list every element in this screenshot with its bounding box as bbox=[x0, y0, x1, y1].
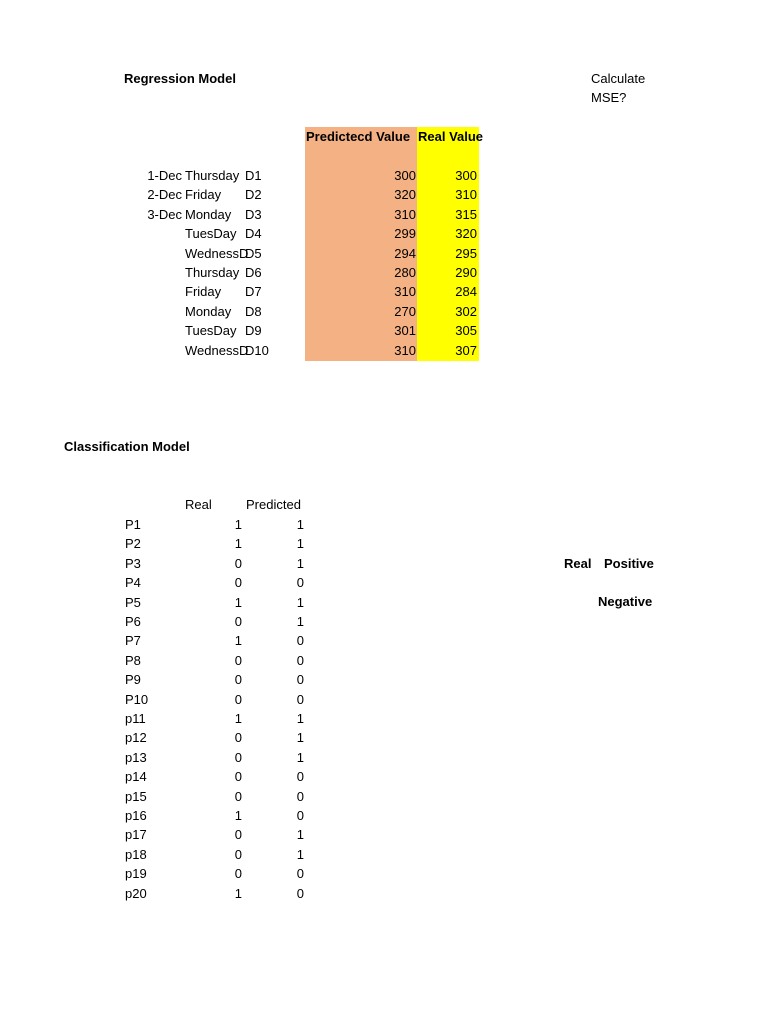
row-id: P4 bbox=[125, 575, 141, 591]
row-predicted-value: 270 bbox=[394, 303, 416, 319]
row-predicted-value: 280 bbox=[394, 265, 416, 280]
matrix-negative-label: Negative bbox=[598, 594, 653, 609]
row-day: TuesDay bbox=[185, 226, 237, 242]
row-real: 0 bbox=[234, 555, 242, 571]
row-real: 0 bbox=[234, 652, 242, 668]
row-id: p15 bbox=[125, 788, 147, 804]
row-predicted: 1 bbox=[296, 846, 304, 862]
row-predicted: 1 bbox=[296, 749, 304, 765]
row-predicted-value: 310 bbox=[394, 284, 416, 300]
row-real: 1 bbox=[234, 633, 242, 649]
row-id: p18 bbox=[125, 846, 147, 862]
matrix-real-label: Real bbox=[564, 556, 592, 571]
row-predicted: 1 bbox=[296, 517, 304, 532]
row-real-value: 302 bbox=[455, 303, 477, 319]
row-day: Monday bbox=[185, 206, 232, 222]
row-day-code: D2 bbox=[245, 187, 262, 203]
row-predicted: 1 bbox=[296, 536, 304, 552]
row-real: 0 bbox=[234, 730, 242, 746]
row-real-value: 290 bbox=[455, 265, 477, 280]
row-predicted: 0 bbox=[296, 808, 304, 823]
row-predicted: 1 bbox=[296, 827, 304, 843]
calculate-label: Calculate bbox=[591, 71, 646, 86]
row-day: Thursday bbox=[185, 168, 240, 183]
row-id: p11 bbox=[125, 711, 146, 726]
row-day: TuesDay bbox=[185, 323, 237, 339]
row-id: P1 bbox=[125, 517, 141, 532]
row-real: 0 bbox=[234, 827, 242, 843]
row-real-value: 295 bbox=[455, 245, 477, 261]
row-predicted: 1 bbox=[296, 730, 304, 746]
row-predicted: 1 bbox=[296, 614, 304, 629]
row-predicted: 0 bbox=[296, 769, 304, 785]
real-value-header: Real Value bbox=[418, 129, 484, 144]
row-predicted-value: 310 bbox=[394, 206, 416, 222]
row-id: P8 bbox=[125, 652, 141, 668]
row-real-value: 284 bbox=[455, 284, 477, 300]
row-predicted: 1 bbox=[296, 594, 304, 610]
row-real-value: 300 bbox=[455, 168, 477, 183]
row-day: Monday bbox=[185, 303, 232, 319]
mse-question: MSE? bbox=[591, 90, 627, 105]
row-day-code: D1 bbox=[245, 168, 262, 183]
row-id: P2 bbox=[125, 536, 141, 552]
row-real: 1 bbox=[234, 711, 242, 726]
row-id: P6 bbox=[125, 614, 141, 629]
row-real: 1 bbox=[234, 885, 242, 901]
row-real: 0 bbox=[234, 788, 242, 804]
row-predicted-value: 300 bbox=[394, 168, 416, 183]
row-id: p14 bbox=[125, 769, 147, 785]
row-real-value: 315 bbox=[455, 206, 477, 222]
row-id: p12 bbox=[125, 730, 147, 746]
real-column-header: Real bbox=[185, 497, 212, 512]
row-predicted-value: 320 bbox=[394, 187, 416, 203]
row-id: p16 bbox=[125, 808, 147, 823]
row-predicted: 0 bbox=[296, 866, 304, 882]
predicted-column-header: Predicted bbox=[246, 497, 301, 512]
row-real: 0 bbox=[234, 846, 242, 862]
row-real: 1 bbox=[234, 594, 242, 610]
row-date: 1-Dec bbox=[147, 168, 182, 183]
row-predicted: 0 bbox=[296, 885, 304, 901]
regression-title: Regression Model bbox=[124, 71, 236, 86]
row-real: 1 bbox=[234, 808, 242, 823]
row-id: P9 bbox=[125, 672, 141, 688]
row-date: 2-Dec bbox=[147, 187, 182, 203]
row-day-code: D9 bbox=[245, 323, 262, 339]
row-id: p17 bbox=[125, 827, 147, 843]
predicted-value-header: Predictecd Value bbox=[306, 129, 411, 144]
row-day-code: D7 bbox=[245, 284, 262, 300]
row-real: 0 bbox=[234, 614, 242, 629]
row-day-code: D6 bbox=[245, 265, 262, 280]
row-real-value: 310 bbox=[455, 187, 477, 203]
row-id: P5 bbox=[125, 594, 141, 610]
row-real-value: 307 bbox=[455, 342, 477, 358]
row-real: 0 bbox=[234, 672, 242, 688]
row-day-code: D10 bbox=[245, 342, 269, 358]
row-real: 1 bbox=[234, 517, 242, 532]
row-id: p13 bbox=[125, 749, 147, 765]
row-predicted-value: 294 bbox=[394, 245, 416, 261]
row-day: WednessD bbox=[185, 245, 249, 261]
row-predicted: 0 bbox=[296, 575, 304, 591]
row-id: p20 bbox=[125, 885, 147, 901]
row-predicted: 1 bbox=[296, 555, 304, 571]
row-day: Thursday bbox=[185, 265, 240, 280]
row-id: P10 bbox=[125, 691, 149, 707]
row-predicted-value: 301 bbox=[394, 323, 416, 339]
row-real-value: 320 bbox=[455, 226, 477, 242]
row-date: 3-Dec bbox=[147, 206, 182, 222]
row-predicted: 0 bbox=[296, 652, 304, 668]
row-day-code: D4 bbox=[245, 226, 262, 242]
row-day-code: D5 bbox=[245, 245, 262, 261]
row-day: Friday bbox=[185, 187, 222, 203]
row-real: 0 bbox=[234, 769, 242, 785]
row-predicted-value: 299 bbox=[394, 226, 416, 242]
row-day: Friday bbox=[185, 284, 222, 300]
matrix-positive-label: Positive bbox=[604, 556, 654, 571]
row-id: P3 bbox=[125, 555, 141, 571]
row-real: 1 bbox=[234, 536, 242, 552]
row-predicted: 1 bbox=[296, 711, 304, 726]
row-day: WednessD bbox=[185, 342, 249, 358]
row-day-code: D3 bbox=[245, 206, 262, 222]
row-day-code: D8 bbox=[245, 303, 262, 319]
row-real-value: 305 bbox=[455, 323, 477, 339]
row-id: p19 bbox=[125, 866, 147, 882]
row-real: 0 bbox=[234, 575, 242, 591]
row-real: 0 bbox=[234, 749, 242, 765]
row-id: P7 bbox=[125, 633, 141, 649]
classification-title: Classification Model bbox=[64, 439, 190, 454]
row-predicted-value: 310 bbox=[394, 342, 416, 358]
row-predicted: 0 bbox=[296, 672, 304, 688]
row-real: 0 bbox=[234, 691, 242, 707]
row-predicted: 0 bbox=[296, 691, 304, 707]
row-predicted: 0 bbox=[296, 788, 304, 804]
row-real: 0 bbox=[234, 866, 242, 882]
row-predicted: 0 bbox=[296, 633, 304, 649]
